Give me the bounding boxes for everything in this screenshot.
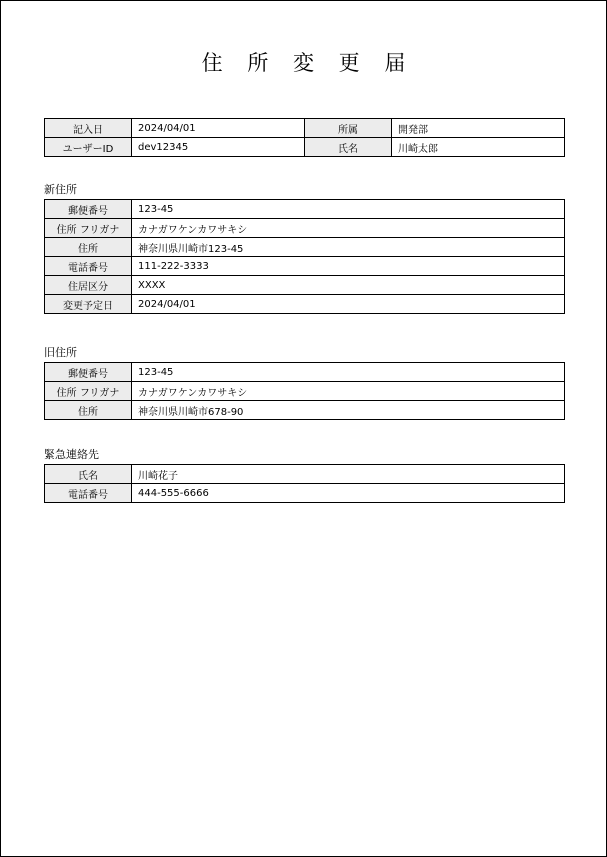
table-row — [45, 484, 565, 503]
table-row — [45, 138, 565, 157]
table-row — [45, 363, 565, 382]
header-table — [44, 118, 565, 157]
new-address-table — [44, 199, 565, 314]
address-value: 神奈川県川崎市123-45 — [132, 238, 565, 257]
postal-code-value: 123-45 — [132, 200, 565, 219]
entry-date-label: 記入日 — [45, 119, 132, 138]
contact-phone-label: 電話番号 — [45, 484, 132, 503]
contact-name-label: 氏名 — [45, 465, 132, 484]
department-value: 開発部 — [392, 119, 565, 138]
change-date-label: 変更予定日 — [45, 295, 132, 314]
user-id-label: ユーザーID — [45, 138, 132, 157]
contact-name-value: 川崎花子 — [132, 465, 565, 484]
emergency-contact-table — [44, 464, 565, 503]
residence-type-label: 住居区分 — [45, 276, 132, 295]
table-row — [45, 257, 565, 276]
postal-code-value: 123-45 — [132, 363, 565, 382]
new-address-heading: 新住所 — [44, 183, 77, 196]
table-row — [45, 401, 565, 420]
table-row — [45, 382, 565, 401]
user-id-value: dev12345 — [132, 138, 305, 157]
entry-date-value: 2024/04/01 — [132, 119, 305, 138]
residence-type-value: XXXX — [132, 276, 565, 295]
phone-value: 111-222-3333 — [132, 257, 565, 276]
table-row — [45, 200, 565, 219]
change-date-value: 2024/04/01 — [132, 295, 565, 314]
document-title: 住 所 変 更 届 — [201, 51, 415, 75]
table-row — [45, 119, 565, 138]
postal-code-label: 郵便番号 — [45, 363, 132, 382]
contact-phone-value: 444-555-6666 — [132, 484, 565, 503]
old-address-table — [44, 362, 565, 420]
address-label: 住所 — [45, 238, 132, 257]
address-kana-label: 住所 フリガナ — [45, 219, 132, 238]
table-row — [45, 238, 565, 257]
old-address-heading: 旧住所 — [44, 346, 77, 359]
department-label: 所属 — [305, 119, 392, 138]
address-kana-value: カナガワケンカワサキシ — [132, 382, 565, 401]
table-row — [45, 465, 565, 484]
address-kana-label: 住所 フリガナ — [45, 382, 132, 401]
address-value: 神奈川県川崎市678-90 — [132, 401, 565, 420]
address-kana-value: カナガワケンカワサキシ — [132, 219, 565, 238]
postal-code-label: 郵便番号 — [45, 200, 132, 219]
address-label: 住所 — [45, 401, 132, 420]
table-row — [45, 276, 565, 295]
name-value: 川崎太郎 — [392, 138, 565, 157]
name-label: 氏名 — [305, 138, 392, 157]
table-row — [45, 295, 565, 314]
table-row — [45, 219, 565, 238]
emergency-contact-heading: 緊急連絡先 — [44, 448, 99, 461]
phone-label: 電話番号 — [45, 257, 132, 276]
